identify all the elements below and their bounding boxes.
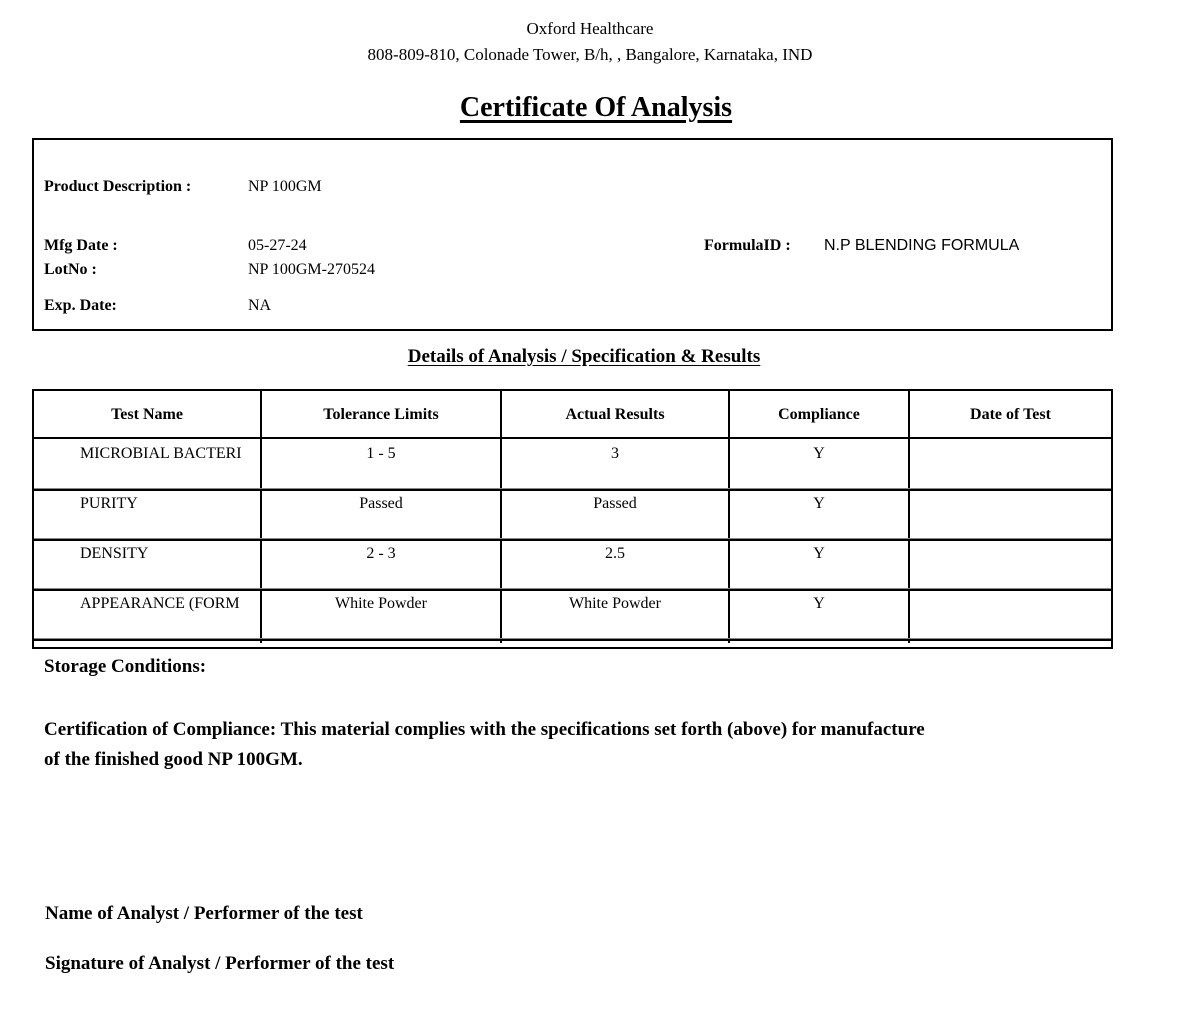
formula-id-label: FormulaID : xyxy=(704,237,791,254)
results-table xyxy=(32,389,1113,649)
table-row-actual: 2.5 xyxy=(605,545,625,562)
formula-id-value: N.P BLENDING FORMULA xyxy=(824,237,1020,254)
table-row-test-name: DENSITY xyxy=(80,545,149,562)
header-divider xyxy=(34,437,1111,439)
table-row-compliance: Y xyxy=(813,595,825,612)
table-row-tolerance: White Powder xyxy=(335,595,427,612)
lot-no-label: LotNo : xyxy=(44,261,97,278)
row-divider xyxy=(34,588,1111,591)
table-row-tolerance: 1 - 5 xyxy=(366,445,396,462)
lot-no-value: NP 100GM-270524 xyxy=(248,261,375,278)
mfg-date-label: Mfg Date : xyxy=(44,237,118,254)
table-row-tolerance: 2 - 3 xyxy=(366,545,396,562)
table-row-compliance: Y xyxy=(813,545,825,562)
row-divider xyxy=(34,538,1111,541)
analysis-section-title: Details of Analysis / Specification & Results xyxy=(407,346,761,367)
table-row-compliance: Y xyxy=(813,495,825,512)
row-divider xyxy=(34,638,1111,641)
column-header-compliance: Compliance xyxy=(778,406,860,423)
exp-date-label: Exp. Date: xyxy=(44,297,117,314)
table-row-test-name: APPEARANCE (FORM xyxy=(80,595,240,612)
column-header-actual-results: Actual Results xyxy=(565,406,665,423)
analyst-signature-label: Signature of Analyst / Performer of the test xyxy=(45,953,395,974)
column-header-tolerance-limits: Tolerance Limits xyxy=(323,406,439,423)
exp-date-value: NA xyxy=(248,297,272,314)
table-row-actual: Passed xyxy=(593,495,637,512)
analyst-name-label: Name of Analyst / Performer of the test xyxy=(45,903,363,924)
row-divider xyxy=(34,488,1111,491)
mfg-date-value: 05-27-24 xyxy=(248,237,307,254)
table-row-tolerance: Passed xyxy=(359,495,403,512)
company-address: 808-809-810, Colonade Tower, B/h, , Bangalore, Karnataka, IND xyxy=(367,45,813,64)
certification-of-compliance: Certification of Compliance: This material complies with the specifications set forth (above) for manufacture of the finished good NP 100GM. xyxy=(44,719,925,770)
table-row-actual: 3 xyxy=(611,445,619,462)
table-row-test-name: MICROBIAL BACTERI xyxy=(80,445,242,462)
table-row-test-name: PURITY xyxy=(80,495,138,512)
product-description-label: Product Description : xyxy=(44,178,192,195)
column-header-test-name: Test Name xyxy=(111,406,183,423)
company-name: Oxford Healthcare xyxy=(526,19,654,38)
table-row-actual: White Powder xyxy=(569,595,661,612)
document-title: Certificate Of Analysis xyxy=(459,92,733,123)
product-info-box xyxy=(32,138,1113,331)
table-row-compliance: Y xyxy=(813,445,825,462)
column-header-date-of-test: Date of Test xyxy=(970,406,1051,423)
storage-conditions-label: Storage Conditions: xyxy=(44,656,207,677)
product-description-value: NP 100GM xyxy=(248,178,322,195)
column-divider xyxy=(908,391,910,643)
